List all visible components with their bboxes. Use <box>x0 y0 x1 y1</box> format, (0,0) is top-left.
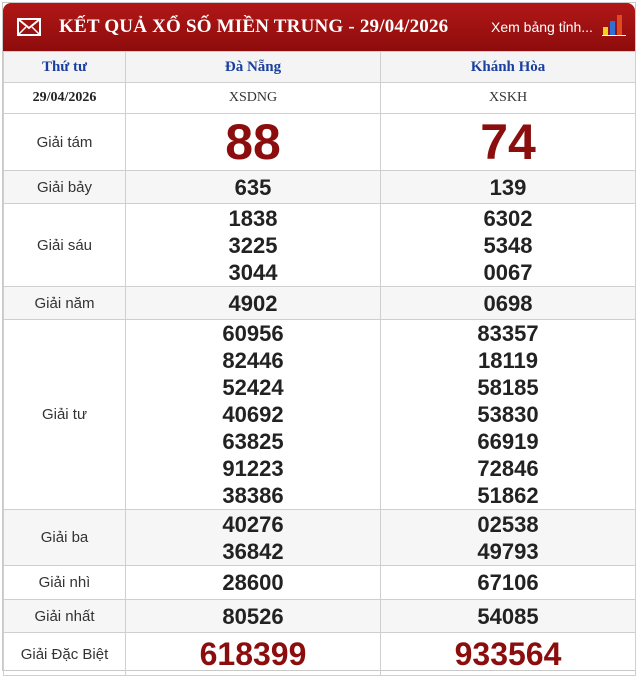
prize-cell-khanhhoa <box>381 287 636 320</box>
prize-number: 67106 <box>477 570 539 595</box>
prize-cell-danang <box>126 510 381 566</box>
prize-number: 3225 <box>228 232 278 258</box>
prize-number: 1838 <box>228 205 278 231</box>
prize-number: 635 <box>234 174 272 200</box>
view-province-table-link[interactable]: Xem bảng tỉnh... <box>491 19 593 35</box>
prize-number: 3044 <box>228 259 278 285</box>
prize-cell-danang <box>126 566 381 600</box>
prize-number: 4902 <box>228 290 278 316</box>
province-name-khanhhoa[interactable]: Khánh Hòa <box>381 52 636 83</box>
prize-number: 83357 <box>477 321 539 346</box>
prize-number: 52424 <box>222 375 284 400</box>
date-code-row <box>4 83 636 114</box>
prize-label: Giải ba <box>4 510 126 566</box>
prize-cell-khanhhoa <box>381 633 636 676</box>
prize-row-nhat <box>4 600 636 633</box>
prize-row-ba <box>4 510 636 566</box>
prize-label: Giải năm <box>4 287 126 320</box>
prize-label: Giải nhất <box>4 600 126 633</box>
prize-number: 49793 <box>477 538 539 564</box>
prize-cell-danang <box>126 320 381 510</box>
day-label: Thứ tư <box>4 52 126 83</box>
prize-row-nhi <box>4 566 636 600</box>
prize-number: 139 <box>489 174 527 200</box>
prize-row-sau <box>4 204 636 287</box>
prize-number: 0067 <box>483 259 533 285</box>
prize-cell-khanhhoa <box>381 510 636 566</box>
prize-number: 0698 <box>483 290 533 316</box>
prize-number: 5348 <box>483 232 533 258</box>
prize-row-nam <box>4 287 636 320</box>
prize-cell-khanhhoa <box>381 600 636 633</box>
draw-date: 29/04/2026 <box>4 83 126 114</box>
prize-number: 36842 <box>222 538 284 564</box>
prize-number: 53830 <box>477 402 539 427</box>
prize-row-tu <box>4 320 636 510</box>
prize-cell-khanhhoa <box>381 320 636 510</box>
prize-number: 88 <box>225 114 281 170</box>
prize-cell-khanhhoa <box>381 171 636 204</box>
results-panel <box>2 2 636 671</box>
province-code-danang: XSDNG <box>126 83 381 114</box>
prize-label: Giải sáu <box>4 204 126 287</box>
prize-number: 18119 <box>478 348 538 373</box>
province-code-khanhhoa: XSKH <box>381 83 636 114</box>
special-prize-number: 618399 <box>199 636 307 672</box>
bar-chart-icon[interactable] <box>601 13 627 37</box>
prize-row-dac-biet <box>4 633 636 676</box>
prize-label: Giải nhì <box>4 566 126 600</box>
prize-number: 58185 <box>477 375 539 400</box>
prize-number: 63825 <box>222 429 284 454</box>
prize-number: 80526 <box>222 603 284 629</box>
prize-cell-danang <box>126 171 381 204</box>
prize-label: Giải Đặc Biệt <box>4 633 126 676</box>
province-header-row <box>4 52 636 83</box>
prize-row-tam <box>4 114 636 171</box>
prize-cell-khanhhoa <box>381 566 636 600</box>
prize-cell-danang <box>126 204 381 287</box>
prize-number: 28600 <box>222 570 284 595</box>
prize-number: 6302 <box>483 205 533 231</box>
prize-cell-khanhhoa <box>381 204 636 287</box>
prize-cell-danang <box>126 287 381 320</box>
prize-number: 51862 <box>477 483 539 508</box>
prize-cell-danang <box>126 600 381 633</box>
prize-number: 91223 <box>222 456 284 481</box>
results-header <box>3 3 635 51</box>
prize-number: 72846 <box>477 456 539 481</box>
special-prize-number: 933564 <box>454 636 562 672</box>
prize-row-bay <box>4 171 636 204</box>
prize-number: 60956 <box>222 321 284 346</box>
province-name-danang[interactable]: Đà Nẵng <box>126 52 381 83</box>
prize-number: 66919 <box>477 429 539 454</box>
prize-label: Giải bảy <box>4 171 126 204</box>
prize-label: Giải tư <box>4 320 126 510</box>
prize-cell-danang <box>126 114 381 171</box>
prize-number: 74 <box>480 114 536 170</box>
prize-number: 40692 <box>222 402 284 427</box>
results-table <box>3 51 636 676</box>
page-title: KẾT QUẢ XỔ SỐ MIỀN TRUNG - 29/04/2026 <box>59 16 449 37</box>
prize-number: 54085 <box>477 603 539 629</box>
prize-number: 40276 <box>222 511 284 537</box>
prize-number: 38386 <box>222 483 284 508</box>
mail-icon <box>17 18 41 36</box>
prize-number: 82446 <box>222 348 284 373</box>
prize-cell-danang <box>126 633 381 676</box>
prize-label: Giải tám <box>4 114 126 171</box>
prize-cell-khanhhoa <box>381 114 636 171</box>
prize-number: 02538 <box>477 511 539 537</box>
